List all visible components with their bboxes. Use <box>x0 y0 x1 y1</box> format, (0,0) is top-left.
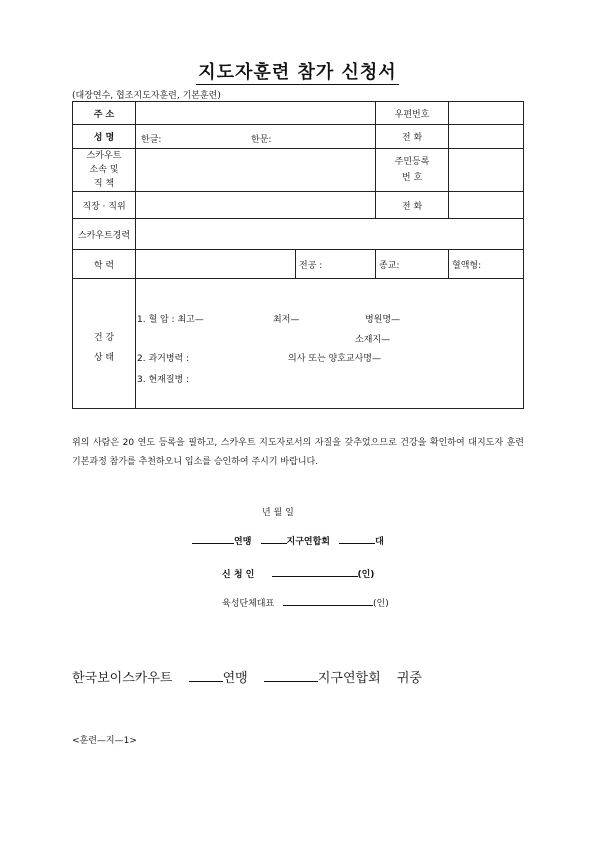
name-field[interactable] <box>136 125 376 149</box>
form-code: <훈련—지—1> <box>72 736 137 746</box>
footer-federation-blank[interactable] <box>189 669 223 682</box>
recommendation-paragraph: 위의 사람은 20 연도 등록을 필하고, 스카우트 지도자로서의 자질을 갖추었으므로 건강을 확인하여 대지도자 훈련 기본과정 참가를 추천하오니 입소를 승인하여 주시기 바랍니다. <box>72 438 524 467</box>
workplace-label: 직장 · 직위 <box>73 192 136 219</box>
phone-label-2: 전 화 <box>376 192 449 219</box>
addressee-line: 한국보이스카우트 연맹 지구연합회 귀중 <box>72 671 422 686</box>
blood-type-field[interactable]: 혈액형: <box>449 250 524 279</box>
doctor-name: 의사 또는 양호교사명— <box>288 354 381 364</box>
address-label: 주 소 <box>73 102 136 125</box>
postal-code-label: 우편번호 <box>376 102 449 125</box>
major-field[interactable]: 전공 : <box>296 250 376 279</box>
name-label: 성 명 <box>73 125 136 149</box>
phone-field[interactable] <box>449 125 524 149</box>
applicant-blank[interactable] <box>272 566 358 577</box>
medical-history: 2. 과거병력 : <box>137 354 190 364</box>
representative-blank[interactable] <box>283 595 373 606</box>
subtitle: (대장연수, 협조지도자훈련, 기본훈련) <box>72 91 221 101</box>
religion-field[interactable]: 종교: <box>376 250 449 279</box>
date-line: 년 월 일 <box>262 508 294 518</box>
scout-career-field[interactable] <box>136 219 524 250</box>
district-blank[interactable] <box>261 533 287 544</box>
hanja-label: 한문: <box>251 135 272 145</box>
troop-blank[interactable] <box>339 533 375 544</box>
applicant-line: 신 청 인 (인) <box>222 566 374 580</box>
affiliation-line: 연맹 지구연합회 대 <box>192 533 384 547</box>
resident-number-label: 주민등록 번 호 <box>376 149 449 192</box>
current-illness: 3. 현재질병 : <box>137 375 190 385</box>
footer-district-blank[interactable] <box>264 669 318 682</box>
hangul-label: 한글: <box>141 135 162 145</box>
postal-code-field[interactable] <box>449 102 524 125</box>
workplace-field[interactable] <box>136 192 376 219</box>
scout-affiliation-field[interactable] <box>136 149 376 192</box>
representative-line: 육성단체대표 (인) <box>222 595 389 609</box>
scout-career-label: 스카우트경력 <box>73 219 136 250</box>
health-status-field[interactable] <box>136 279 524 409</box>
application-form-table <box>72 101 524 409</box>
education-label: 학 력 <box>73 250 136 279</box>
document-title: 지도자훈련 참가 신청서 <box>198 62 397 83</box>
education-field[interactable] <box>136 250 296 279</box>
hospital-name: 병원명— <box>365 315 401 325</box>
resident-number-field[interactable] <box>449 149 524 192</box>
hospital-location: 소재지— <box>355 335 391 345</box>
blood-pressure-low: 최저— <box>273 315 300 325</box>
scout-affiliation-label: 스카우트 소속 및 직 책 <box>73 149 136 192</box>
blood-pressure-high: 1. 혈 압 : 최고— <box>137 315 204 325</box>
federation-blank[interactable] <box>192 533 234 544</box>
phone-label: 전 화 <box>376 125 449 149</box>
phone-field-2[interactable] <box>449 192 524 219</box>
address-field[interactable] <box>136 102 376 125</box>
health-label: 건 강 상 태 <box>73 279 136 409</box>
